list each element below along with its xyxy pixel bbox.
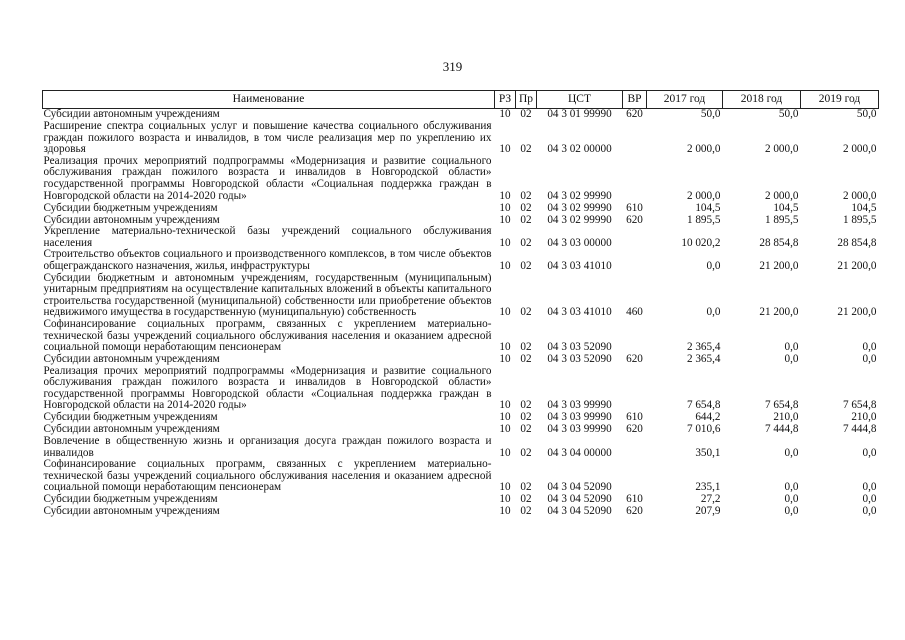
row-cst: 04 3 03 00000 [547, 236, 612, 249]
row-pr: 02 [520, 411, 532, 424]
row-2017: 7 010,6 [686, 423, 721, 436]
row-cst: 04 3 04 52090 [547, 481, 612, 494]
row-2018: 0,0 [784, 505, 799, 518]
row-2019: 2 000,0 [842, 143, 877, 156]
row-2018: 28 854,8 [759, 236, 799, 249]
row-name: Расширение спектра социальных услуг и повышение качества социального обслуживания граждан пожилого возраста и инвалидов, в том числе реализация мер по укреплению их здоровья [43, 120, 492, 156]
row-rz: 10 [499, 213, 511, 226]
row-2018: 7 444,8 [764, 423, 799, 436]
row-rz: 10 [499, 505, 511, 518]
row-2017: 350,1 [695, 446, 721, 459]
row-2017: 0,0 [706, 306, 721, 319]
row-rz: 10 [499, 236, 511, 249]
row-2017: 644,2 [695, 411, 721, 424]
table-row [43, 319, 879, 354]
row-pr: 02 [520, 493, 532, 506]
row-2019: 21 200,0 [837, 259, 877, 272]
row-rz: 10 [499, 423, 511, 436]
row-pr: 02 [520, 341, 532, 354]
row-cst: 04 3 01 99990 [547, 108, 612, 121]
row-rz: 10 [499, 353, 511, 366]
row-2019: 0,0 [862, 505, 877, 518]
row-name: Укрепление материально-технической базы учреждений социального обслуживания населения [43, 225, 492, 249]
row-2017: 2 000,0 [686, 143, 721, 156]
header-2017: 2017 год [647, 91, 723, 109]
row-pr: 02 [520, 481, 532, 494]
row-pr: 02 [520, 108, 532, 121]
row-rz: 10 [499, 201, 511, 214]
row-pr: 02 [520, 446, 532, 459]
row-cst: 04 3 03 52090 [547, 353, 612, 366]
row-vr: 610 [626, 493, 643, 506]
row-2019: 104,5 [851, 201, 877, 214]
row-cst: 04 3 02 00000 [547, 143, 612, 156]
row-2018: 2 000,0 [764, 143, 799, 156]
row-vr [623, 436, 647, 459]
table-row [43, 226, 879, 249]
row-name: Реализация прочих мероприятий подпрограммы «Модернизация и развитие социального обслуживания граждан пожилого возраста и инвалидов в Новгородской области» государственной программы Новгородской области «Социальная поддержка граждан в Новгородской области на 2014-2020 годы» [43, 364, 492, 412]
row-name: Реализация прочих мероприятий подпрограммы «Модернизация и развитие социального обслуживания граждан пожилого возраста и инвалидов в Новгородской области» государственной программы Новгородской области «Социальная поддержка граждан в Новгородской области на 2014-2020 годы» [43, 154, 492, 202]
row-2018: 210,0 [773, 411, 799, 424]
table-row [43, 202, 879, 214]
row-rz: 10 [499, 411, 511, 424]
row-pr: 02 [520, 353, 532, 366]
row-2019: 1 895,5 [842, 213, 877, 226]
row-2017: 7 654,8 [686, 399, 721, 412]
row-cst: 04 3 03 99990 [547, 411, 612, 424]
row-name: Вовлечение в общественную жизнь и организация досуга граждан пожилого возраста и инвалидов [43, 435, 492, 459]
row-vr [623, 459, 647, 494]
table-row [43, 156, 879, 202]
row-2017: 2 365,4 [686, 353, 721, 366]
table-row [43, 506, 879, 518]
row-vr [623, 156, 647, 202]
row-vr: 620 [626, 505, 643, 518]
row-vr [623, 121, 647, 156]
table-row [43, 436, 879, 459]
row-2018: 21 200,0 [759, 259, 799, 272]
table-body [43, 109, 879, 519]
row-2018: 2 000,0 [764, 189, 799, 202]
row-cst: 04 3 03 41010 [547, 306, 612, 319]
row-2019: 2 000,0 [842, 189, 877, 202]
row-cst: 04 3 04 00000 [547, 446, 612, 459]
row-2018: 0,0 [784, 353, 799, 366]
table-row [43, 249, 879, 272]
row-name: Софинансирование социальных программ, связанных с укреплением материально-технической базы учреждений социального обслуживания населения и оказанием адресной социальной помощи неработающим пенсионерам [43, 458, 492, 494]
row-2017: 27,2 [700, 493, 721, 506]
row-pr: 02 [520, 306, 532, 319]
header-2019: 2019 год [801, 91, 879, 109]
page-number: 319 [442, 59, 463, 74]
row-rz: 10 [499, 493, 511, 506]
row-pr: 02 [520, 505, 532, 518]
row-cst: 04 3 04 52090 [547, 493, 612, 506]
row-2019: 28 854,8 [837, 236, 877, 249]
row-2019: 0,0 [862, 353, 877, 366]
row-2019: 0,0 [862, 341, 877, 354]
row-vr: 620 [626, 353, 643, 366]
row-cst: 04 3 03 52090 [547, 341, 612, 354]
row-2017: 10 020,2 [681, 236, 721, 249]
row-name: Субсидии автономным учреждениям [43, 423, 220, 436]
row-cst: 04 3 04 52090 [547, 505, 612, 518]
row-name: Субсидии автономным учреждениям [43, 108, 220, 121]
budget-table [42, 90, 879, 518]
row-vr [623, 226, 647, 249]
row-name: Строительство объектов социального и производственного комплексов, в том числе объектов общегражданского назначения, жилья, инфраструктуры [43, 248, 492, 272]
row-2018: 50,0 [778, 108, 799, 121]
row-rz: 10 [499, 189, 511, 202]
table-row [43, 354, 879, 366]
row-name: Субсидии автономным учреждениям [43, 505, 220, 518]
row-pr: 02 [520, 213, 532, 226]
row-2018: 0,0 [784, 481, 799, 494]
row-vr [623, 366, 647, 412]
header-name: Наименование [43, 91, 495, 109]
row-name: Субсидии бюджетным учреждениям [43, 201, 218, 214]
row-2017: 207,9 [695, 505, 721, 518]
row-vr: 620 [626, 423, 643, 436]
table-row [43, 121, 879, 156]
row-rz: 10 [499, 306, 511, 319]
row-rz: 10 [499, 341, 511, 354]
header-vr: ВР [623, 91, 647, 109]
row-2018: 21 200,0 [759, 306, 799, 319]
header-rz: РЗ [495, 91, 516, 109]
row-2017: 235,1 [695, 481, 721, 494]
row-cst: 04 3 02 99990 [547, 213, 612, 226]
row-rz: 10 [499, 481, 511, 494]
row-vr: 620 [626, 108, 643, 121]
table-row [43, 273, 879, 319]
row-2018: 0,0 [784, 493, 799, 506]
row-name: Субсидии бюджетным учреждениям [43, 411, 218, 424]
row-rz: 10 [499, 143, 511, 156]
row-2017: 50,0 [700, 108, 721, 121]
row-2019: 0,0 [862, 493, 877, 506]
row-rz: 10 [499, 446, 511, 459]
row-pr: 02 [520, 189, 532, 202]
row-2017: 0,0 [706, 259, 721, 272]
row-cst: 04 3 03 99990 [547, 423, 612, 436]
row-2017: 1 895,5 [686, 213, 721, 226]
row-2019: 7 654,8 [842, 399, 877, 412]
row-2019: 0,0 [862, 481, 877, 494]
row-2017: 104,5 [695, 201, 721, 214]
row-vr [623, 319, 647, 354]
row-name: Субсидии бюджетным учреждениям [43, 493, 218, 506]
row-2019: 50,0 [856, 108, 877, 121]
row-name: Софинансирование социальных программ, связанных с укреплением материально-технической базы учреждений социального обслуживания населения и оказанием адресной социальной помощи неработающим пенсионерам [43, 317, 492, 354]
row-name: Субсидии бюджетным и автономным учреждениям, государственным (муниципальным) унитарным предприятиям на осуществление капитальных вложений в объекты капитального строительства государственной (муниципальной) собственности или приобретение объектов недвижимого имущества в государственную (муниципальную) собственность [43, 271, 492, 319]
row-2018: 7 654,8 [764, 399, 799, 412]
row-2018: 104,5 [773, 201, 799, 214]
row-2019: 21 200,0 [837, 306, 877, 319]
row-name: Субсидии автономным учреждениям [43, 353, 220, 366]
table-row [43, 412, 879, 424]
header-2018: 2018 год [723, 91, 801, 109]
row-pr: 02 [520, 236, 532, 249]
row-pr: 02 [520, 201, 532, 214]
row-vr: 460 [626, 306, 643, 319]
header-cst: ЦСТ [537, 91, 623, 109]
row-cst: 04 3 03 41010 [547, 259, 612, 272]
row-2018: 0,0 [784, 446, 799, 459]
row-rz: 10 [499, 399, 511, 412]
row-name: Субсидии автономным учреждениям [43, 213, 220, 226]
row-vr [623, 249, 647, 272]
row-2017: 2 000,0 [686, 189, 721, 202]
row-pr: 02 [520, 143, 532, 156]
row-cst: 04 3 02 99990 [547, 201, 612, 214]
header-pr: Пр [516, 91, 537, 109]
row-2019: 7 444,8 [842, 423, 877, 436]
row-vr: 610 [626, 201, 643, 214]
row-2019: 210,0 [851, 411, 877, 424]
row-rz: 10 [499, 108, 511, 121]
row-vr: 620 [626, 213, 643, 226]
table-row [43, 494, 879, 506]
row-2018: 1 895,5 [764, 213, 799, 226]
row-cst: 04 3 02 99990 [547, 189, 612, 202]
row-2019: 0,0 [862, 446, 877, 459]
row-rz: 10 [499, 259, 511, 272]
row-vr: 610 [626, 411, 643, 424]
table-header-row [43, 91, 879, 109]
table-row [43, 366, 879, 412]
row-pr: 02 [520, 399, 532, 412]
row-pr: 02 [520, 259, 532, 272]
table-row [43, 459, 879, 494]
row-pr: 02 [520, 423, 532, 436]
row-cst: 04 3 03 99990 [547, 399, 612, 412]
row-2018: 0,0 [784, 341, 799, 354]
row-2017: 2 365,4 [686, 341, 721, 354]
